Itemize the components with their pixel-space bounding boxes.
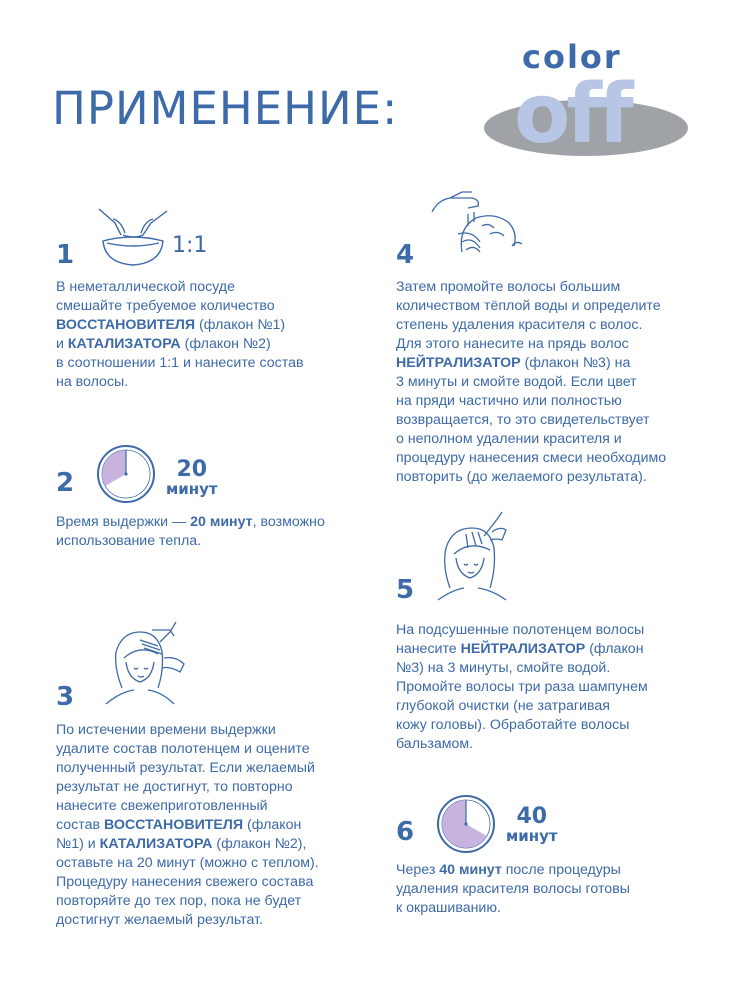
step-2-text: Время выдержки — 20 минут, возможно использование тепла. (56, 514, 325, 549)
brand-logo (480, 38, 690, 178)
step-6-number: 6 (396, 817, 415, 847)
step-6-timer-label: 40 минут (506, 804, 558, 845)
head-combing-icon (100, 618, 192, 706)
page-title: ПРИМЕНЕНИЕ: (52, 82, 399, 135)
timer-icon (436, 794, 496, 854)
mixing-bowl-icon (97, 205, 169, 269)
step-3-number: 3 (56, 682, 75, 712)
timer-icon (96, 444, 156, 504)
step-4-number: 4 (396, 240, 415, 270)
step-1-ratio: 1:1 (172, 233, 208, 258)
step-5-text: На подсушенные полотенцем волосы нанесите НЕЙТРАЛИЗАТОР (флакон №3) на 3 минуты, смойте водой. Промойте волосы три раза шампунем глубокой очистки (не затрагивая кожу головы). Обработайте волосы бальзамом. (396, 622, 648, 752)
logo-text-color: color (522, 38, 622, 76)
step-1-text: В неметаллической посуде смешайте требуемое количество ВОССТАНОВИТЕЛЯ (флакон №1) и КАТАЛИЗАТОРА (флакон №2) в соотношении 1:1 и нанесите состав на волосы. (56, 279, 304, 390)
step-4-text: Затем промойте волосы большим количеством тёплой воды и определите степень удаления красителя с волос. Для этого нанесите на прядь волос НЕЙТРАЛИЗАТОР (флакон №3) на 3 минуты и смойте водой. Если цвет на пряди частично или полностью возвращается, то это свидетельствует о неполном удалении красителя и процедуру нанесения смеси необходимо повторить (до желаемого результата). (396, 279, 667, 485)
step-1-number: 1 (56, 240, 75, 270)
step-2-number: 2 (56, 468, 75, 498)
head-applying-icon (436, 510, 518, 600)
logo-text-off: off (514, 67, 630, 162)
head-washing-icon (428, 190, 524, 256)
step-6-text: Через 40 минут после процедуры удаления красителя волосы готовы к окрашиванию. (396, 862, 630, 916)
step-2-timer-label: 20 минут (166, 457, 218, 498)
step-3-text: По истечении времени выдержки удалите состав полотенцем и оцените полученный результат. Если желаемый результат не достигнут, то повторно нанесите свежеприготовленный состав ВОССТАНОВИТЕЛЯ (флакон №1) и КАТАЛИЗАТОРА (флакон №2), оставьте на 20 минут (можно с теплом). Процедуру нанесения свежего состава повторяйте до тех пор, пока не будет достигнут желаемый результат. (56, 722, 319, 928)
step-5-number: 5 (396, 575, 415, 605)
